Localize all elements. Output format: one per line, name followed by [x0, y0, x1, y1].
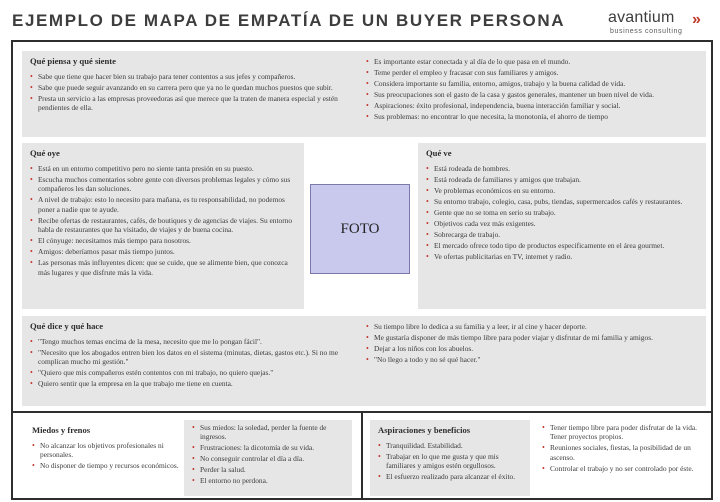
panel-aspiraciones — [370, 420, 530, 496]
panel-aspiraciones-heading: Aspiraciones y beneficios — [378, 425, 471, 435]
panel-piensa-heading: Qué piensa y qué siente — [30, 56, 116, 66]
list-item: • El entorno no perdona. — [192, 476, 344, 485]
list-item: • Reuniones sociales, fiestas, la posibilidad de un ascenso. — [542, 443, 698, 462]
list-item: • Sus preocupaciones son el gasto de la casa y gastos generales, mantener un buen nivel de vida. — [366, 90, 698, 99]
panel-miedos-left-list — [32, 441, 180, 471]
list-item: • Controlar el trabajo y no ser controlado por éste. — [542, 464, 698, 473]
list-item: • Gente que no se toma en serio su trabajo. — [426, 208, 698, 217]
panel-piensa-right — [358, 51, 706, 137]
panel-dice-left-list — [30, 337, 352, 389]
list-item: • Presta un servicio a las empresas proveedoras así que merece que la traten de manera especial y estén pendientes de ella. — [30, 94, 352, 113]
panel-dice-right-list — [366, 322, 698, 364]
list-item: • Sabe que puede seguir avanzando en su carrera pero que ya no le quedan muchos puestos que subir. — [30, 83, 352, 92]
list-item: • Sabe que tiene que hacer bien su trabajo para tener contentos a sus jefes y compañeros. — [30, 72, 352, 81]
list-item: • El mercado ofrece todo tipo de productos especificamente en el área gourmet. — [426, 241, 698, 250]
list-item: • "No llego a todo y no sé qué hacer." — [366, 355, 698, 364]
list-item: • Ve problemas económicos en su entorno. — [426, 186, 698, 195]
list-item: • Ve ofertas publicitarias en TV, internet y radio. — [426, 252, 698, 261]
list-item: • Me gustaría disponer de más tiempo libre para poder viajar y disfrutar de mi familia y amigos. — [366, 333, 698, 342]
panel-dice-right — [358, 316, 706, 406]
panel-piensa — [22, 51, 360, 137]
page-title: EJEMPLO DE MAPA DE EMPATÍA DE UN BUYER PERSONA — [12, 11, 566, 30]
list-item: • Quiero sentir que la empresa en la que trabajo me tiene en cuenta. — [30, 379, 352, 388]
list-item: • Amigos: deberíamos pasar más tiempo juntos. — [30, 247, 296, 256]
list-item: • Dejar a los niños con los abuelos. — [366, 344, 698, 353]
logo-chevron-icon: » — [692, 11, 701, 28]
list-item: • Tener tiempo libre para poder disfrutar de la vida. Tener proyectos propios. — [542, 423, 698, 442]
list-item: • Recibe ofertas de restaurantes, cafés, de boutiques y de agencias de viajes. Su entorno habla de restaurantes que ha visitado, de viajes y de buena cocina. — [30, 216, 296, 235]
logo-wordmark: avantium — [608, 9, 675, 26]
photo-placeholder: FOTO — [310, 184, 410, 274]
vertical-divider — [361, 411, 363, 500]
list-item: • Perder la salud. — [192, 465, 344, 474]
list-item: • A nivel de trabajo: esto lo necesito para mañana, es tu responsabilidad, no podemos poner a nadie que te ayude. — [30, 195, 296, 214]
panel-aspiraciones-right-list — [542, 423, 698, 473]
list-item: • Sobrecarga de trabajo. — [426, 230, 698, 239]
list-item: • Trabajar en lo que me gusta y que mis familiares y amigos estén orgullosos. — [378, 452, 522, 471]
list-item: • "Quiero que mis compañeros estén contentos con mi trabajo, no quiero quejas." — [30, 368, 352, 377]
panel-dice — [22, 316, 360, 406]
panel-ve — [418, 143, 706, 309]
panel-piensa-right-list — [366, 57, 698, 121]
list-item: • Su entorno trabajo, colegio, casa, pubs, tiendas, supermercados cafés y restaurantes. — [426, 197, 698, 206]
brand-logo — [608, 9, 708, 37]
list-item: • Es importante estar conectada y al día de lo que pasa en el mundo. — [366, 57, 698, 66]
panel-dice-heading: Qué dice y qué hace — [30, 321, 104, 331]
list-item: • Considera importante su familia, entorno, amigos, trabajo y la buena calidad de vida. — [366, 79, 698, 88]
list-item: • El cónyuge: necesitamos más tiempo para nosotros. — [30, 236, 296, 245]
list-item: • No conseguir controlar el día a día. — [192, 454, 344, 463]
panel-aspiraciones-left-list — [378, 441, 522, 482]
panel-oye-heading: Qué oye — [30, 148, 60, 158]
list-item: • Sus problemas: no encontrar lo que necesita, la monotonía, el ahorro de tiempo — [366, 112, 698, 121]
panel-ve-list — [426, 164, 698, 261]
panel-miedos-right — [184, 420, 352, 496]
panel-piensa-left-list — [30, 72, 352, 113]
panel-miedos-right-list — [192, 423, 344, 486]
panel-aspiraciones-right — [534, 420, 706, 496]
list-item: • No alcanzar los objetivos profesionales ni personales. — [32, 441, 180, 460]
list-item: • El esfuerzo realizado para alcanzar el éxito. — [378, 472, 522, 481]
list-item: • Su tiempo libre lo dedica a su familia y a leer, ir al cine y hacer deporte. — [366, 322, 698, 331]
list-item: • Está en un entorno competitivo pero no siente tanta presión en su puesto. — [30, 164, 296, 173]
list-item: • "Tengo muchos temas encima de la mesa, necesito que me lo pongan fácil". — [30, 337, 352, 346]
list-item: • Sus miedos: la soledad, perder la fuente de ingresos. — [192, 423, 344, 442]
panel-miedos — [24, 420, 188, 496]
panel-ve-heading: Qué ve — [426, 148, 452, 158]
list-item: • Está rodeada de hombres. — [426, 164, 698, 173]
panel-oye-list — [30, 164, 296, 277]
panel-oye — [22, 143, 304, 309]
list-item: • No disponer de tiempo y recursos económicos. — [32, 461, 180, 470]
list-item: • Frustraciones: la dicotomía de su vida. — [192, 443, 344, 452]
list-item: • "Necesito que los abogados entren bien los datos en el sistema (minutas, dietas, gastos etc.). Si no me complican mucho mi gestión." — [30, 348, 352, 367]
logo-tagline: business consulting — [610, 28, 683, 35]
list-item: • Está rodeada de familiares y amigos que trabajan. — [426, 175, 698, 184]
list-item: • Escucha muchos comentarios sobre gente con diversos problemas legales y cómo sus compañeros les dan soluciones. — [30, 175, 296, 194]
panel-miedos-heading: Miedos y frenos — [32, 425, 91, 435]
list-item: • Aspiraciones: éxito profesional, independencia, buena interacción familiar y social. — [366, 101, 698, 110]
list-item: • Objetivos cada vez más exigentes. — [426, 219, 698, 228]
list-item: • Tranquilidad. Estabilidad. — [378, 441, 522, 450]
list-item: • Teme perder el empleo y fracasar con sus familiares y amigos. — [366, 68, 698, 77]
list-item: • Las personas más influyentes dicen: que se cuide, que se alimente bien, que conozca más lugares y que disfrute más la vida. — [30, 258, 296, 277]
